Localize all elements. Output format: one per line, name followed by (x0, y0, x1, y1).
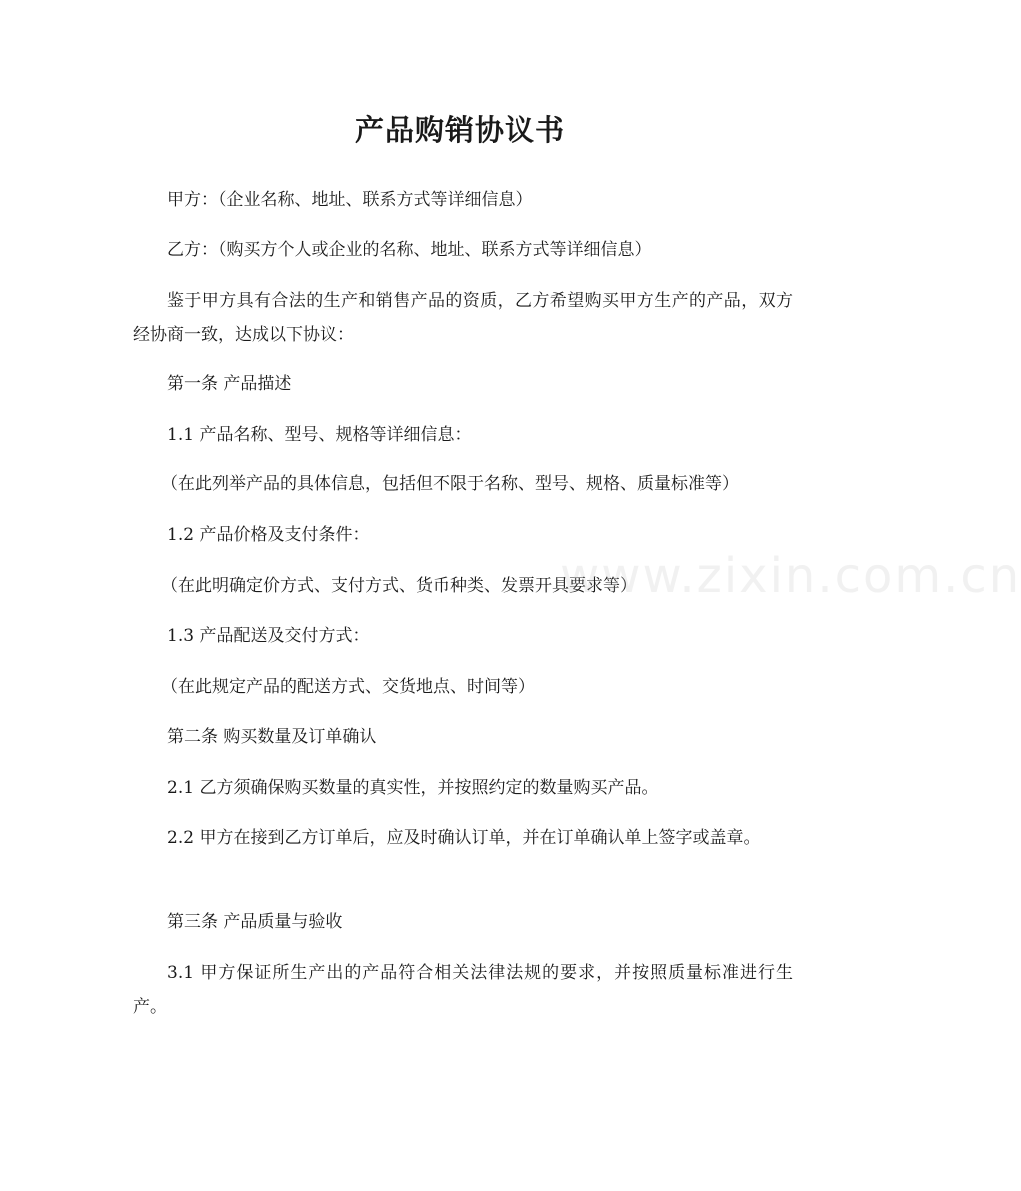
article-3-heading: 第三条 产品质量与验收 (167, 912, 343, 932)
clause-2-1: 2.1 乙方须确保购买数量的真实性，并按照约定的数量购买产品。 (167, 778, 659, 798)
clause-1-2-note: （在此明确定价方式、支付方式、货币种类、发票开具要求等） (161, 576, 637, 596)
clause-1-3-note: （在此规定产品的配送方式、交货地点、时间等） (161, 677, 535, 697)
clause-1-1-note: （在此列举产品的具体信息，包括但不限于名称、型号、规格、质量标准等） (161, 474, 739, 494)
document-title: 产品购销协议书 (354, 113, 565, 147)
article-1-heading: 第一条 产品描述 (167, 374, 292, 394)
clause-2-2: 2.2 甲方在接到乙方订单后，应及时确认订单，并在订单确认单上签字或盖章。 (167, 828, 761, 848)
watermark-text: www.zixin.com.cn (560, 548, 1021, 604)
clause-1-2: 1.2 产品价格及支付条件： (167, 525, 370, 545)
preamble-paragraph: 鉴于甲方具有合法的生产和销售产品的资质，乙方希望购买甲方生产的产品，双方经协商一致，达成以下协议： (133, 291, 793, 345)
clause-1-1: 1.1 产品名称、型号、规格等详细信息： (167, 425, 472, 445)
article-2-heading: 第二条 购买数量及订单确认 (167, 727, 377, 747)
clause-3-1: 3.1 甲方保证所生产出的产品符合相关法律法规的要求，并按照质量标准进行生产。 (133, 963, 793, 1017)
party-b-line: 乙方：（购买方个人或企业的名称、地址、联系方式等详细信息） (167, 240, 652, 260)
clause-1-3: 1.3 产品配送及交付方式： (167, 626, 370, 646)
party-a-line: 甲方：（企业名称、地址、联系方式等详细信息） (167, 190, 533, 210)
